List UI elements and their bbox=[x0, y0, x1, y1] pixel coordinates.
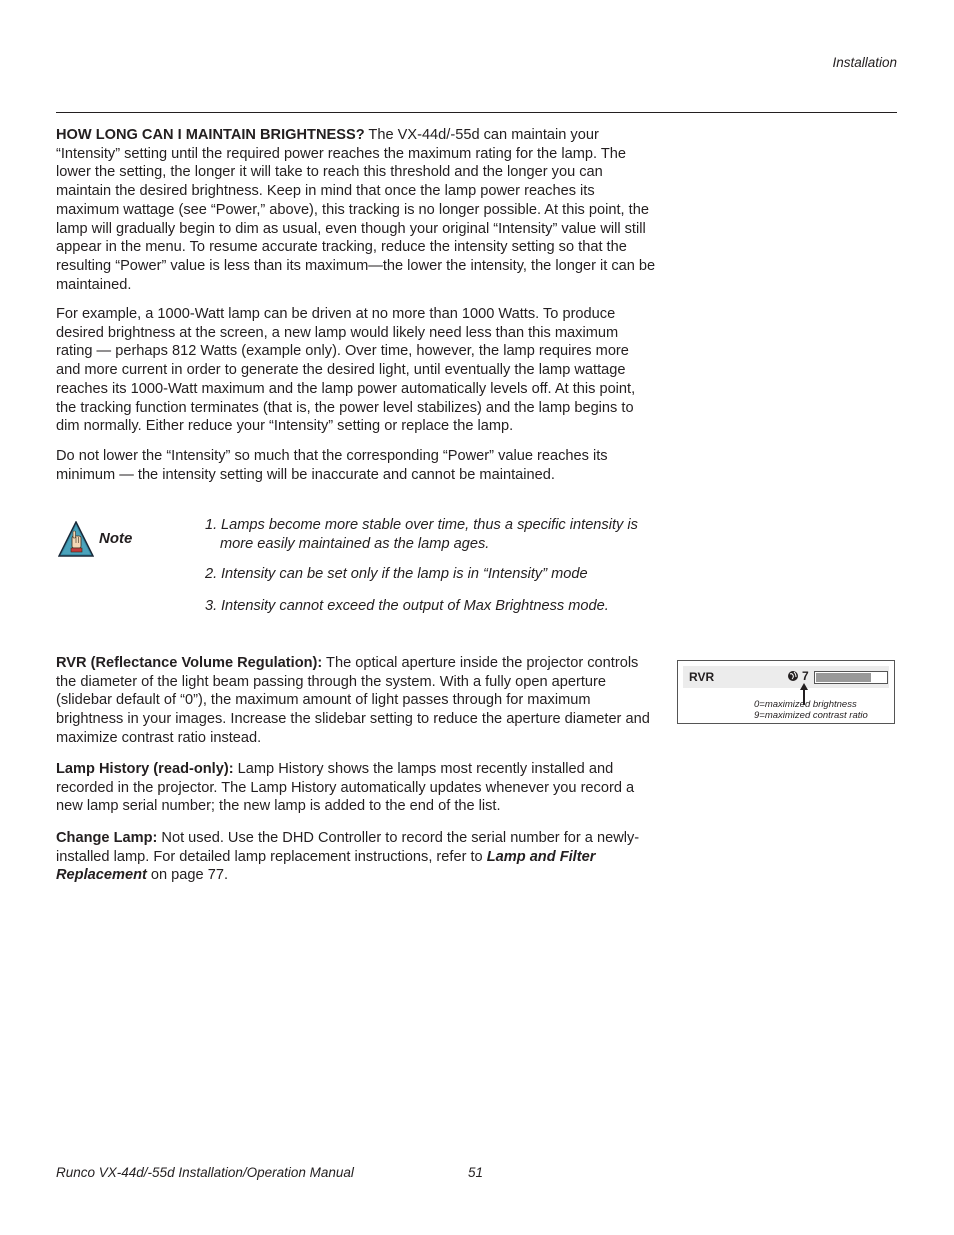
note-item-text: Lamps become more stable over time, thus a specific intensity is bbox=[221, 517, 638, 533]
lamp-history-paragraph bbox=[56, 760, 656, 816]
change-lamp-tail: on page 77. bbox=[146, 867, 228, 884]
rvr-slider-fill bbox=[816, 673, 871, 682]
lamp-history-heading: Lamp History (read-only): bbox=[56, 761, 234, 777]
rvr-value: 7 bbox=[802, 669, 809, 683]
header-rule bbox=[56, 112, 897, 113]
note-item-text: Intensity can be set only if the lamp is in “Intensity” mode bbox=[221, 566, 588, 582]
rvr-caption-brightness: 0=maximized brightness bbox=[754, 699, 857, 710]
rvr-paragraph bbox=[56, 654, 656, 748]
change-lamp-text: Not used. Use the DHD Controller to record the serial number for a newly-installed lamp. For detailed lamp replacement instructions, refer to bbox=[56, 830, 640, 865]
note-item-number: 2. bbox=[205, 566, 218, 582]
rvr-menu-label: RVR bbox=[689, 670, 715, 684]
rvr-slider bbox=[814, 671, 888, 684]
brightness-paragraph bbox=[56, 126, 656, 294]
lamp-history-text: Lamp History shows the lamps most recently installed and recorded in the projector. The Lamp History automatically updates whenever you record a new lamp serial number; the new lamp is added to the end of the list. bbox=[56, 761, 635, 815]
note-item-number: 3. bbox=[205, 598, 218, 614]
brightness-text: The VX-44d/-55d can maintain your “Intensity” setting until the required power reaches the maximum rating for the lamp. The lower the setting, the longer it will take to reach this threshold and the longer you can maintain the desired brightness. Keep in mind that once the lamp power reaches its maximum wattage (see “Power,” above), this tracking is no longer possible. At this point, the lamp will gradually begin to dim as usual, even though your original “Intensity” value will still appear in the menu. To resume accurate tracking, reduce the intensity setting so that the resulting “Power” value is less than its maximum—the lower the intensity, the longer it can be maintained. bbox=[56, 127, 656, 293]
note-item-number: 1. bbox=[205, 517, 218, 533]
globe-icon bbox=[787, 670, 799, 682]
note-item-2 bbox=[205, 565, 665, 584]
page-header-section: Installation bbox=[832, 55, 897, 70]
rvr-menu-figure bbox=[677, 660, 895, 724]
lamp-replacement-link[interactable]: Lamp and Filter Replacement bbox=[56, 848, 596, 884]
note-item-text: Intensity cannot exceed the output of Max Brightness mode. bbox=[221, 598, 609, 614]
note-item-3 bbox=[205, 597, 665, 616]
brightness-heading: HOW LONG CAN I MAINTAIN BRIGHTNESS? bbox=[56, 127, 365, 143]
footer-page-number: 51 bbox=[468, 1165, 484, 1180]
rvr-caption-contrast: 9=maximized contrast ratio bbox=[754, 710, 868, 721]
footer-manual-title: Runco VX-44d/-55d Installation/Operation Manual bbox=[56, 1165, 354, 1180]
note-hand-icon bbox=[58, 521, 94, 557]
rvr-menu-row bbox=[683, 666, 889, 688]
do-not-lower-text: Do not lower the “Intensity” so much that the corresponding “Power” value reaches its minimum — the intensity setting will be inaccurate and cannot be maintained. bbox=[56, 448, 608, 483]
change-lamp-paragraph bbox=[56, 829, 656, 885]
note-item-text: more easily maintained as the lamp ages. bbox=[220, 535, 490, 552]
note-item-1 bbox=[205, 516, 665, 553]
do-not-lower-paragraph bbox=[56, 447, 656, 484]
example-text: For example, a 1000-Watt lamp can be driven at no more than 1000 Watts. To produce desired brightness at the screen, a new lamp would likely need less than this maximum rating — perhaps 812 Watts (example only). Over time, however, the lamp requires more and more current in order to generate the desired light, until eventually the lamp wattage reaches its 1000-Watt maximum and the lamp power automatically levels off. At this point, the tracking function terminates (that is, the power level stabilizes) and the lamp begins to dim normally. Either reduce your “Intensity” setting or replace the lamp. bbox=[56, 306, 636, 435]
rvr-text: The optical aperture inside the projector controls the diameter of the light beam passing through the system. With a fully open aperture (slidebar default of “0”), the maximum amount of light passes through for maximum brightness in your images. Increase the slidebar setting to reduce the aperture diameter and maximize contrast ratio instead. bbox=[56, 655, 650, 746]
rvr-heading: RVR (Reflectance Volume Regulation): bbox=[56, 655, 323, 671]
change-lamp-heading: Change Lamp: bbox=[56, 830, 158, 846]
note-label: Note bbox=[99, 530, 133, 547]
example-paragraph bbox=[56, 305, 656, 436]
